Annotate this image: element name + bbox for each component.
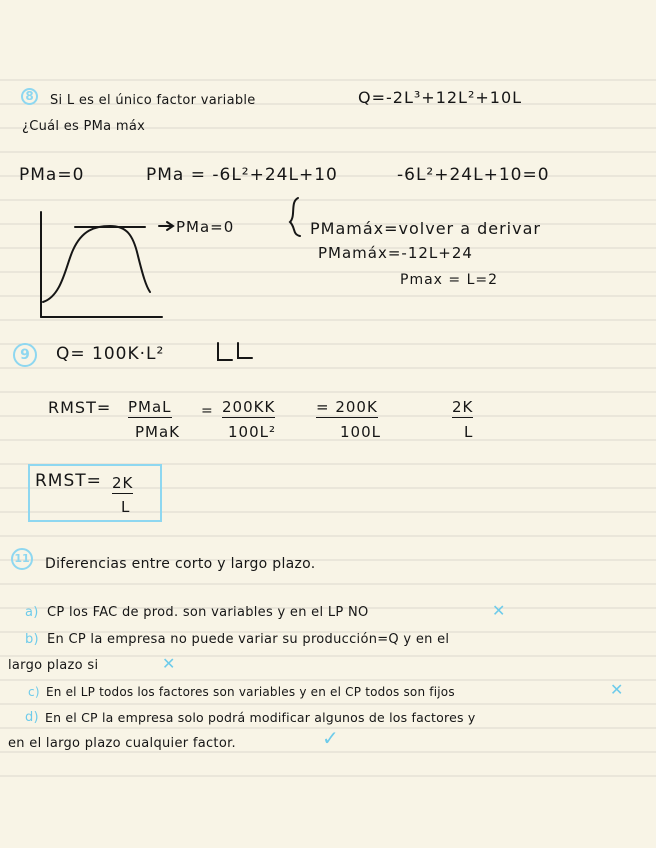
q11-title: Diferencias entre corto y largo plazo. [45,556,316,572]
q8-note-derive-again: PMamáx=volver a derivar [310,219,541,238]
boxed-rmst-label: RMST= [35,471,102,491]
item-c-letter: c) [28,685,40,699]
item-c-text: En el LP todos los factores son variables y en el CP todos son fijos [46,685,455,699]
fraction-3-denominator: 100L [340,423,381,441]
q8-function: Q=-2L³+12L²+10L [358,88,523,107]
item-d-check-icon: ✓ [322,726,340,750]
q9-function: Q= 100K·L² [56,344,165,364]
item-d-text-continued: en el largo plazo cualquier factor. [8,736,236,751]
item-a-letter: a) [25,605,39,620]
fraction-4-denominator: L [464,423,474,441]
item-d-letter: d) [25,710,39,725]
item-b-letter: b) [25,632,39,647]
graph-label-pma-zero: PMa=0 [176,218,235,236]
fraction-2-numerator: 200KK [222,398,276,416]
fraction-3-numerator: = 200K [316,398,378,416]
question-8-number: 8 [21,88,38,105]
item-b-text: En CP la empresa no puede variar su producción=Q y en el [47,632,450,647]
item-a-cross-icon: ✕ [492,601,506,620]
item-b-cross-icon: ✕ [162,654,176,673]
boxed-denominator: L [121,498,131,516]
q8-note-pmamax-derivative: PMamáx=-12L+24 [318,244,473,262]
item-d-text: En el CP la empresa solo podrá modificar algunos de los factores y [45,710,476,725]
fraction-1-denominator: PMaK [135,423,181,441]
item-a-text: CP los FAC de prod. son variables y en el LP NO [47,605,369,620]
boxed-numerator: 2K [112,474,134,492]
question-9-number: 9 [13,343,37,367]
equals-sign-1: = [201,403,214,419]
item-b-text-continued: largo plazo si [8,658,99,673]
fraction-1-numerator: PMaL [128,398,172,416]
fraction-2-denominator: 100L² [228,423,277,441]
q8-pma-equation: -6L²+24L+10=0 [397,165,550,185]
q8-prompt: Si L es el único factor variable [50,93,256,108]
rmst-label: RMST= [48,398,112,417]
question-11-number: 11 [11,548,33,570]
q8-pma-derivative: PMa = -6L²+24L+10 [146,165,338,185]
item-c-cross-icon: ✕ [610,680,624,699]
q8-question: ¿Cuál es PMa máx [22,119,146,134]
q8-note-result: Pmax = L=2 [400,272,499,288]
fraction-4-numerator: 2K [452,398,474,416]
q8-condition-pma-zero: PMa=0 [19,165,85,185]
